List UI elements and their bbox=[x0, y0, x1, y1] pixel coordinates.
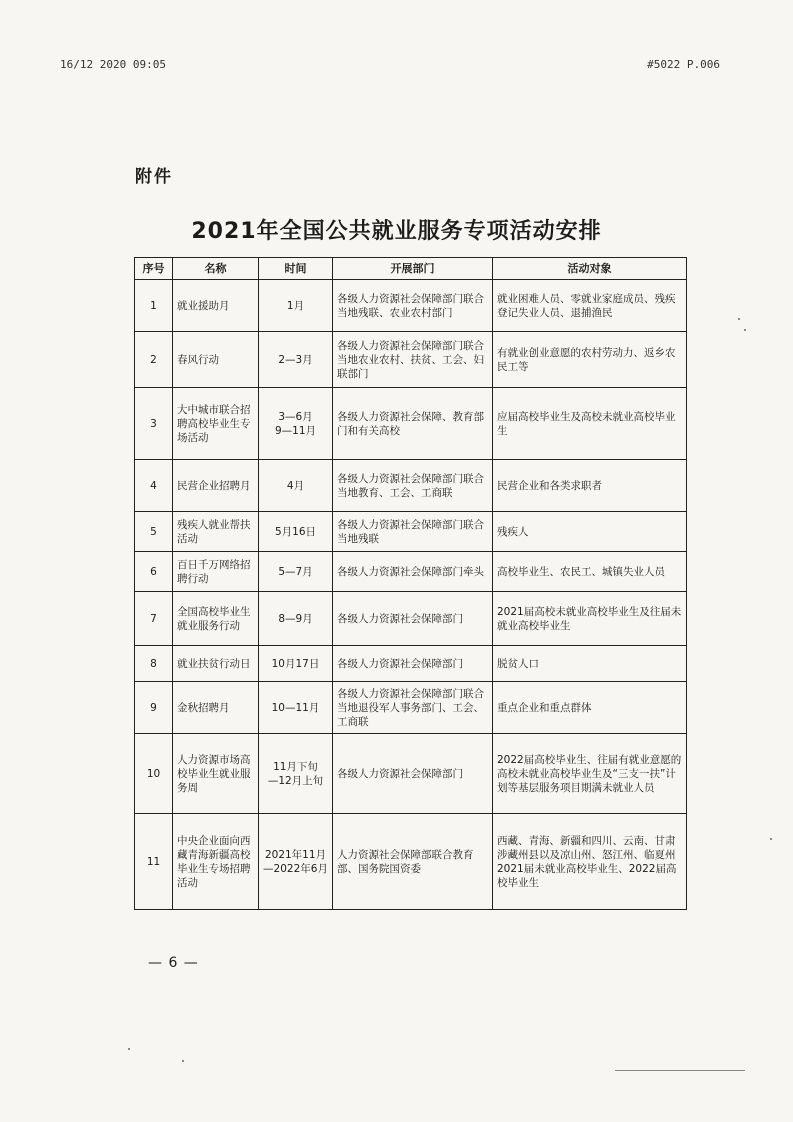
cell-dept: 各级人力资源社会保障部门 bbox=[333, 592, 493, 646]
cell-dept: 人力资源社会保障部联合教育部、国务院国资委 bbox=[333, 814, 493, 910]
cell-dept: 各级人力资源社会保障部门联合当地残联、农业农村部门 bbox=[333, 280, 493, 332]
table-row bbox=[135, 332, 687, 388]
cell-name: 大中城市联合招聘高校毕业生专场活动 bbox=[173, 388, 259, 460]
cell-target: 高校毕业生、农民工、城镇失业人员 bbox=[493, 552, 687, 592]
cell-target: 脱贫人口 bbox=[493, 646, 687, 682]
cell-target: 重点企业和重点群体 bbox=[493, 682, 687, 734]
page-number: — 6 — bbox=[148, 955, 199, 971]
table-row bbox=[135, 734, 687, 814]
cell-target: 西藏、青海、新疆和四川、云南、甘肃涉藏州县以及凉山州、怒江州、临夏州2021届未就业高校毕业生、2022届高校毕业生 bbox=[493, 814, 687, 910]
cell-no: 11 bbox=[135, 814, 173, 910]
cell-no: 5 bbox=[135, 512, 173, 552]
header-dept: 开展部门 bbox=[333, 258, 493, 280]
cell-time: 2021年11月—2022年6月 bbox=[259, 814, 333, 910]
cell-name: 全国高校毕业生就业服务行动 bbox=[173, 592, 259, 646]
table-row bbox=[135, 280, 687, 332]
scan-speck bbox=[770, 838, 772, 840]
attachment-label: 附件 bbox=[135, 167, 173, 187]
header-time: 时间 bbox=[259, 258, 333, 280]
cell-dept: 各级人力资源社会保障部门 bbox=[333, 734, 493, 814]
cell-no: 6 bbox=[135, 552, 173, 592]
cell-time: 10—11月 bbox=[259, 682, 333, 734]
cell-dept: 各级人力资源社会保障部门联合当地农业农村、扶贫、工会、妇联部门 bbox=[333, 332, 493, 388]
cell-no: 8 bbox=[135, 646, 173, 682]
cell-name: 就业扶贫行动日 bbox=[173, 646, 259, 682]
table-row bbox=[135, 646, 687, 682]
cell-time: 5月16日 bbox=[259, 512, 333, 552]
cell-time: 1月 bbox=[259, 280, 333, 332]
scan-speck bbox=[744, 329, 746, 331]
table-row bbox=[135, 592, 687, 646]
cell-dept: 各级人力资源社会保障部门 bbox=[333, 646, 493, 682]
cell-time: 2—3月 bbox=[259, 332, 333, 388]
header-name: 名称 bbox=[173, 258, 259, 280]
cell-name: 中央企业面向西藏青海新疆高校毕业生专场招聘活动 bbox=[173, 814, 259, 910]
cell-target: 残疾人 bbox=[493, 512, 687, 552]
fax-header bbox=[60, 58, 720, 74]
fax-page-ref: #5022 P.006 bbox=[647, 58, 720, 71]
cell-name: 就业援助月 bbox=[173, 280, 259, 332]
cell-no: 4 bbox=[135, 460, 173, 512]
fax-datetime: 16/12 2020 09:05 bbox=[60, 58, 166, 71]
cell-target: 就业困难人员、零就业家庭成员、残疾登记失业人员、退捕渔民 bbox=[493, 280, 687, 332]
cell-dept: 各级人力资源社会保障部门联合当地退役军人事务部门、工会、工商联 bbox=[333, 682, 493, 734]
cell-no: 10 bbox=[135, 734, 173, 814]
cell-name: 金秋招聘月 bbox=[173, 682, 259, 734]
page-title: 2021年全国公共就业服务专项活动安排 bbox=[191, 219, 602, 244]
cell-time: 3—6月 9—11月 bbox=[259, 388, 333, 460]
table-row bbox=[135, 460, 687, 512]
cell-target: 应届高校毕业生及高校未就业高校毕业生 bbox=[493, 388, 687, 460]
cell-no: 7 bbox=[135, 592, 173, 646]
header-target: 活动对象 bbox=[493, 258, 687, 280]
cell-dept: 各级人力资源社会保障部门联合当地教育、工会、工商联 bbox=[333, 460, 493, 512]
cell-no: 2 bbox=[135, 332, 173, 388]
cell-target: 民营企业和各类求职者 bbox=[493, 460, 687, 512]
table-row bbox=[135, 682, 687, 734]
scan-artifact-line bbox=[615, 1070, 745, 1071]
cell-name: 春风行动 bbox=[173, 332, 259, 388]
table-row bbox=[135, 814, 687, 910]
activity-schedule-table bbox=[134, 257, 687, 910]
cell-time: 5—7月 bbox=[259, 552, 333, 592]
scan-speck bbox=[738, 318, 740, 320]
cell-no: 3 bbox=[135, 388, 173, 460]
cell-dept: 各级人力资源社会保障部门联合当地残联 bbox=[333, 512, 493, 552]
table-header-row bbox=[135, 258, 687, 280]
cell-no: 9 bbox=[135, 682, 173, 734]
cell-dept: 各级人力资源社会保障、教育部门和有关高校 bbox=[333, 388, 493, 460]
cell-no: 1 bbox=[135, 280, 173, 332]
cell-target: 2022届高校毕业生、往届有就业意愿的高校未就业高校毕业生及“三支一扶”计划等基层服务项目期满未就业人员 bbox=[493, 734, 687, 814]
table-row bbox=[135, 512, 687, 552]
cell-dept: 各级人力资源社会保障部门牵头 bbox=[333, 552, 493, 592]
cell-name: 人力资源市场高校毕业生就业服务周 bbox=[173, 734, 259, 814]
cell-time: 11月下旬 —12月上旬 bbox=[259, 734, 333, 814]
table-row bbox=[135, 388, 687, 460]
cell-name: 残疾人就业帮扶活动 bbox=[173, 512, 259, 552]
table-row bbox=[135, 552, 687, 592]
cell-name: 民营企业招聘月 bbox=[173, 460, 259, 512]
cell-target: 有就业创业意愿的农村劳动力、返乡农民工等 bbox=[493, 332, 687, 388]
cell-name: 百日千万网络招聘行动 bbox=[173, 552, 259, 592]
header-no: 序号 bbox=[135, 258, 173, 280]
cell-time: 10月17日 bbox=[259, 646, 333, 682]
cell-target: 2021届高校未就业高校毕业生及往届未就业高校毕业生 bbox=[493, 592, 687, 646]
cell-time: 4月 bbox=[259, 460, 333, 512]
scan-speck bbox=[182, 1060, 184, 1062]
scan-speck bbox=[128, 1048, 130, 1050]
cell-time: 8—9月 bbox=[259, 592, 333, 646]
